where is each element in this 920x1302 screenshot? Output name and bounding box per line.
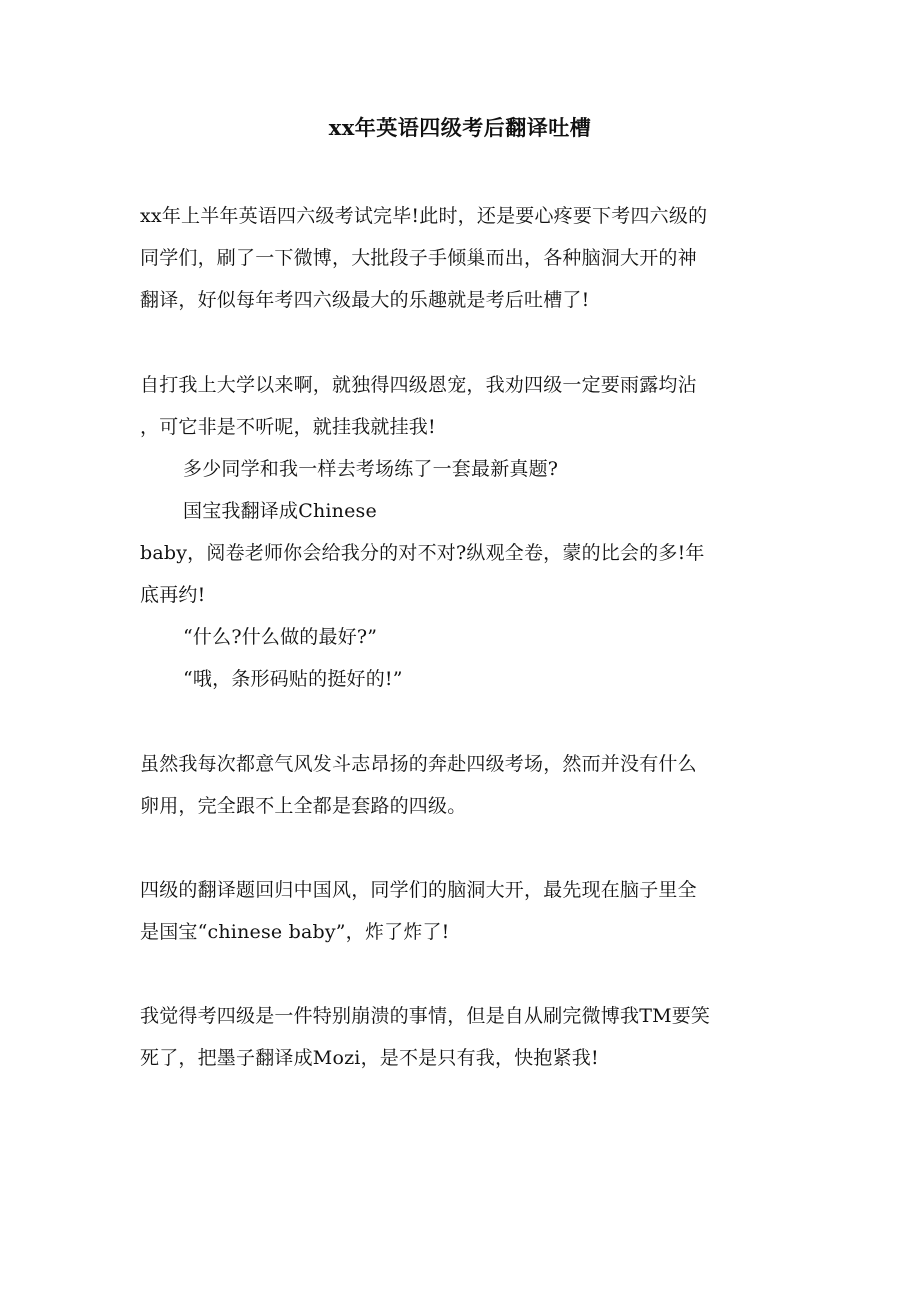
text-line: 死了，把墨子翻译成Mozi，是不是只有我，快抱紧我! bbox=[140, 1047, 599, 1069]
text-line: baby，阅卷老师你会给我分的对不对?纵观全卷，蒙的比会的多!年 bbox=[140, 542, 705, 564]
text-line: 虽然我每次都意气风发斗志昂扬的奔赴四级考场，然而并没有什么 bbox=[140, 753, 697, 775]
text-line: 多少同学和我一样去考场练了一套最新真题? bbox=[183, 458, 559, 480]
text-line: 自打我上大学以来啊，就独得四级恩宠，我劝四级一定要雨露均沾 bbox=[140, 374, 697, 396]
text-line: 我觉得考四级是一件特别崩溃的事情，但是自从刷完微博我TM要笑 bbox=[140, 1005, 711, 1027]
text-line: 同学们，刷了一下微博，大批段子手倾巢而出，各种脑洞大开的神 bbox=[140, 247, 697, 269]
text-line: 国宝我翻译成Chinese bbox=[183, 500, 377, 522]
text-line: 是国宝“chinese baby”，炸了炸了! bbox=[140, 921, 450, 943]
text-line: “什么?什么做的最好?” bbox=[183, 626, 378, 648]
text-line: 翻译，好似每年考四六级最大的乐趣就是考后吐槽了! bbox=[140, 289, 590, 311]
text-line: “哦，条形码贴的挺好的!” bbox=[183, 668, 403, 690]
document-title: xx年英语四级考后翻译吐槽 bbox=[328, 115, 592, 140]
text-line: 四级的翻译题回归中国风，同学们的脑洞大开，最先现在脑子里全 bbox=[140, 879, 697, 901]
text-line: 底再约! bbox=[140, 584, 206, 606]
text-line: xx年上半年英语四六级考试完毕!此时，还是要心疼要下考四六级的 bbox=[140, 205, 708, 227]
text-line: 卵用，完全跟不上全都是套路的四级。 bbox=[140, 795, 467, 817]
text-line: ，可它非是不听呢，就挂我就挂我! bbox=[140, 416, 436, 438]
